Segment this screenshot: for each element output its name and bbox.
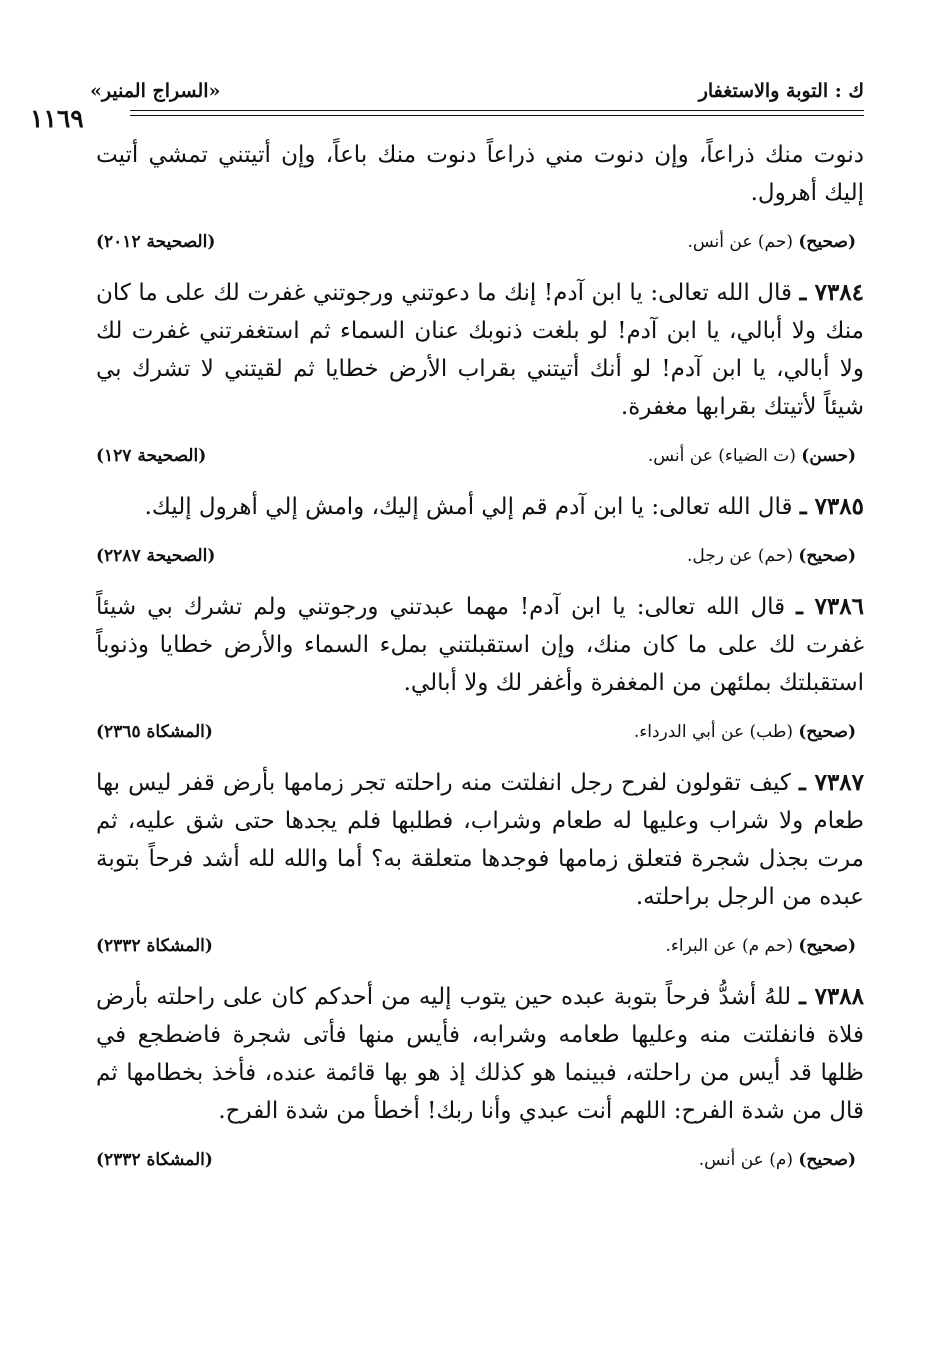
narration-source: (حم م) عن البراء. xyxy=(665,936,793,956)
hadith-entry xyxy=(96,488,864,574)
hadith-text: قال الله تعالى: يا ابن آدم! مهما عبدتني ورجوتني ولم تشرك بي شيئاً غفرت لك على ما كان منك، وإن استقبلتني بملء السماء والأرض خطايا وذنوباً استقبلتك بملئهن من المغفرة وأغفر لك ولا أبالي. xyxy=(96,594,864,696)
reference: (الصحيحة ٢٠١٢) xyxy=(96,232,216,252)
page-header xyxy=(30,74,864,133)
narration-source: (حم) عن رجل. xyxy=(687,546,793,566)
source-line xyxy=(96,232,864,260)
narration-source: (م) عن أنس. xyxy=(698,1150,793,1170)
reference: (المشكاة ٢٣٣٢) xyxy=(96,1150,213,1170)
hadith-entry xyxy=(96,588,864,750)
hadith-paragraph xyxy=(96,488,864,526)
grade-label: (صحيح) xyxy=(798,936,856,956)
grade-label: (صحيح) xyxy=(798,546,856,566)
hadith-entry xyxy=(96,764,864,964)
grading xyxy=(687,232,856,252)
source-line xyxy=(96,936,864,964)
hadith-number: ٧٣٨٦ ـ xyxy=(796,593,864,620)
hadith-number: ٧٣٨٨ ـ xyxy=(799,983,864,1010)
grade-label: (صحيح) xyxy=(798,232,856,252)
hadith-text: كيف تقولون لفرح رجل انفلتت منه راحلته تجر زمامها بأرض قفر ليس بها طعام ولا شراب وعليها له طعام وشراب، فطلبها فلم يجدها حتى شق عليه، ثم مرت بجذل شجرة فتعلق زمامها فوجدها متعلقة به؟ أما والله لله أشد فرحاً بتوبة عبده من الرجل براحلته. xyxy=(96,770,864,910)
continuation-block xyxy=(96,136,864,260)
book-title: «السراج المنير» xyxy=(90,80,221,102)
grading xyxy=(687,546,856,566)
reference: (الصحيحة ١٢٧) xyxy=(96,446,207,466)
narration-source: (طب) عن أبي الدرداء. xyxy=(633,722,793,742)
hadith-paragraph xyxy=(96,764,864,916)
grading xyxy=(699,1150,856,1170)
hadith-entry xyxy=(96,978,864,1178)
grading xyxy=(666,936,856,956)
hadith-text: دنوت منك ذراعاً، وإن دنوت مني ذراعاً دنوت منك باعاً، وإن أتيتني تمشي أتيت إليك أهرول. xyxy=(96,142,864,206)
narration-source: (ت الضياء) عن أنس. xyxy=(647,446,796,466)
hadith-paragraph xyxy=(96,978,864,1130)
narration-source: (حم) عن أنس. xyxy=(687,232,793,252)
hadith-paragraph xyxy=(96,588,864,702)
source-line xyxy=(96,546,864,574)
hadith-text: للهُ أشدُّ فرحاً بتوبة عبده حين يتوب إليه من أحدكم كان على راحلته بأرض فلاة فانفلتت منه وعليها طعامه وشرابه، فأيس منها فأتى شجرة فاضطجع في ظلها قد أيس من راحلته، فبينما هو كذلك إذ هو بها قائمة عنده، فأخذ بخطامها ثم قال من شدة الفرح: اللهم أنت عبدي وأنا ربك! أخطأ من شدة الفرح. xyxy=(96,984,864,1124)
source-line xyxy=(96,446,864,474)
header-rule-top xyxy=(130,110,864,111)
hadith-number: ٧٣٨٧ ـ xyxy=(799,769,865,796)
hadith-number: ٧٣٨٥ ـ xyxy=(799,493,864,520)
chapter-title: ك : التوبة والاستغفار xyxy=(698,80,864,102)
grading xyxy=(634,722,856,742)
reference: (الصحيحة ٢٢٨٧) xyxy=(96,546,216,566)
page-content xyxy=(96,136,864,1192)
source-line xyxy=(96,1150,864,1178)
source-line xyxy=(96,722,864,750)
hadith-number: ٧٣٨٤ ـ xyxy=(799,279,865,306)
reference: (المشكاة ٢٣٦٥) xyxy=(96,722,213,742)
grade-label: (صحيح) xyxy=(798,1150,856,1170)
grade-label: (صحيح) xyxy=(798,722,856,742)
hadith-text: قال الله تعالى: يا ابن آدم قم إلي أمش إليك، وامش إلي أهرول إليك. xyxy=(144,494,793,520)
hadith-text: قال الله تعالى: يا ابن آدم! إنك ما دعوتني ورجوتني غفرت لك على ما كان منك ولا أبالي، يا ابن آدم! لو بلغت ذنوبك عنان السماء ثم استغفرتني غفرت لك ولا أبالي، يا ابن آدم! لو أنك أتيتني بقراب الأرض خطايا ثم لقيتني لا تشرك بي شيئاً لأتيتك بقرابها مغفرة. xyxy=(96,280,864,420)
page-number: ١١٦٩ xyxy=(30,104,84,133)
grading xyxy=(648,446,856,466)
grade-label: (حسن) xyxy=(801,446,856,466)
hadith-paragraph xyxy=(96,274,864,426)
reference: (المشكاة ٢٣٣٢) xyxy=(96,936,213,956)
hadith-entry xyxy=(96,274,864,474)
header-rule-bottom xyxy=(130,115,864,116)
